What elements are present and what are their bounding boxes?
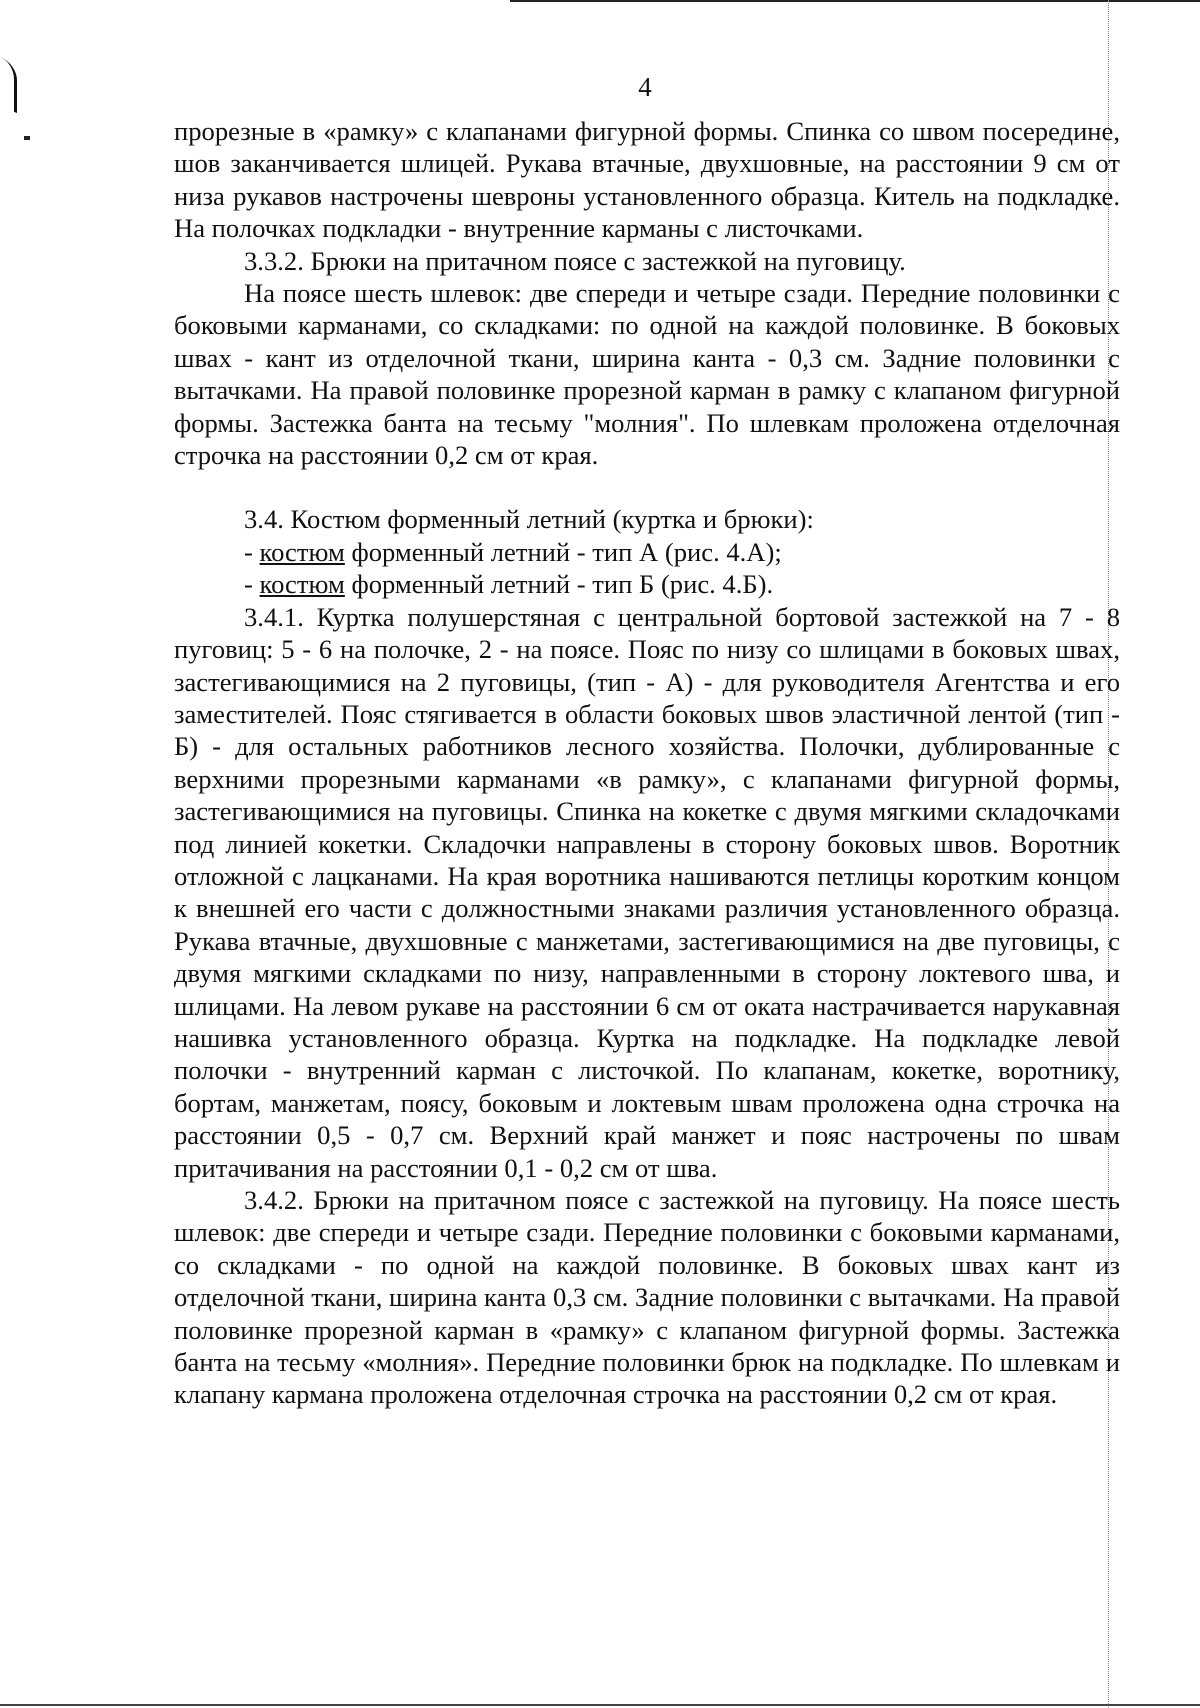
paragraph-section-3-4-1: 3.4.1. Куртка полушерстяная с центральной бортовой застежкой на 7 - 8 пуговиц: 5 - 6 на полочке, 2 - на поясе. Пояс по низу со шлицами в боковых швах, застегивающимися на 2 пуговицы, (тип - А) - для руководителя Агентства и его заместителей. Пояс стягивается в области боковых швов эластичной лентой (тип - Б) - для остальных работников лесного хозяйства. Полочки, дублированные с верхними прорезными карманами «в рамку», с клапанами фигурной формы, застегивающимися на пуговицы. Спинка на кокетке с двумя мягкими складочками под линией кокетки. Складочки направлены в сторону боковых швов. Воротник отложной с лацканами. На края воротника нашиваются петлицы коротким концом к внешней его части с должностными знаками различия установленного образца. Рукава втачные, двухшовные с манжетами, застегивающимися на две пуговицы, с двумя мягкими складками по низу, направленными в сторону локтевого шва, и шлицами. На левом рукаве на расстоянии 6 см от оката настрачивается нарукавная нашивка установленного образца. Куртка на подкладке. На подкладке левой полочки - внутренний карман с листочкой. По клапанам, кокетке, воротнику, бортам, манжетам, поясу, боковым и локтевым швам проложена одна строчка на расстоянии 0,5 - 0,7 см. Верхний край манжет и пояс настрочены по швам притачивания на расстоянии 0,1 - 0,2 см от шва. (174, 601, 1120, 1183)
paragraph-trousers-description: На поясе шесть шлевок: две спереди и четыре сзади. Передние половинки с боковыми карманами, со складками: по одной на каждой половинке. В боковых швах - кант из отделочной ткани, ширина канта - 0,3 см. Задние половинки с вытачками. На правой половинке прорезной карман в рамку с клапаном фигурной формы. Застежка банта на тесьму "молния". По шлевкам проложена отделочная строчка на расстоянии 0,2 см от края. (174, 278, 1120, 471)
scan-artifact-dot (24, 136, 30, 140)
list-item-underlined-word: костюм (259, 536, 345, 567)
page-number: 4 (638, 72, 652, 102)
list-item-text: форменный летний - тип Б (рис. 4.Б). (344, 569, 774, 600)
paragraph-continuation: прорезные в «рамку» с клапанами фигурной формы. Спинка со швом посередине, шов заканчивается шлицей. Рукава втачные, двухшовные, на расстоянии 9 см от низа рукавов настрочены шевроны установленного образца. Китель на подкладке. На полочках подкладки - внутренние карманы с листочками. (174, 116, 1120, 244)
paragraph-section-3-4-2: 3.4.2. Брюки на притачном поясе с застежкой на пуговицу. На поясе шесть шлевок: две спереди и четыре сзади. Передние половинки с боковыми карманами, со складками - по одной на каждой половинке. В боковых швах кант из отделочной ткани, ширина канта 0,3 см. Задние половинки с вытачками. На правой половинке прорезной карман в «рамку» с клапаном фигурной формы. Застежка банта на тесьму «молния». Передние половинки брюк на подкладке. По шлевкам и клапану кармана проложена отделочная строчка на расстоянии 0,2 см от края. (174, 1185, 1120, 1410)
list-item-text: форменный летний - тип А (рис. 4.А); (344, 536, 782, 567)
paragraph-section-3-3-2: 3.3.2. Брюки на притачном поясе с застежкой на пуговицу. (244, 245, 906, 276)
scan-edge-top (510, 0, 1200, 2)
list-item-type-a (174, 536, 1120, 568)
list-item-prefix: - (244, 536, 260, 567)
list-item-prefix: - (244, 569, 260, 600)
document-body (174, 115, 1120, 1411)
list-item-type-b (174, 568, 1120, 600)
scan-edge-bottom (0, 1704, 1200, 1706)
list-item-underlined-word: костюм (259, 569, 345, 600)
paragraph-section-3-4: 3.4. Костюм форменный летний (куртка и брюки): (244, 504, 814, 535)
